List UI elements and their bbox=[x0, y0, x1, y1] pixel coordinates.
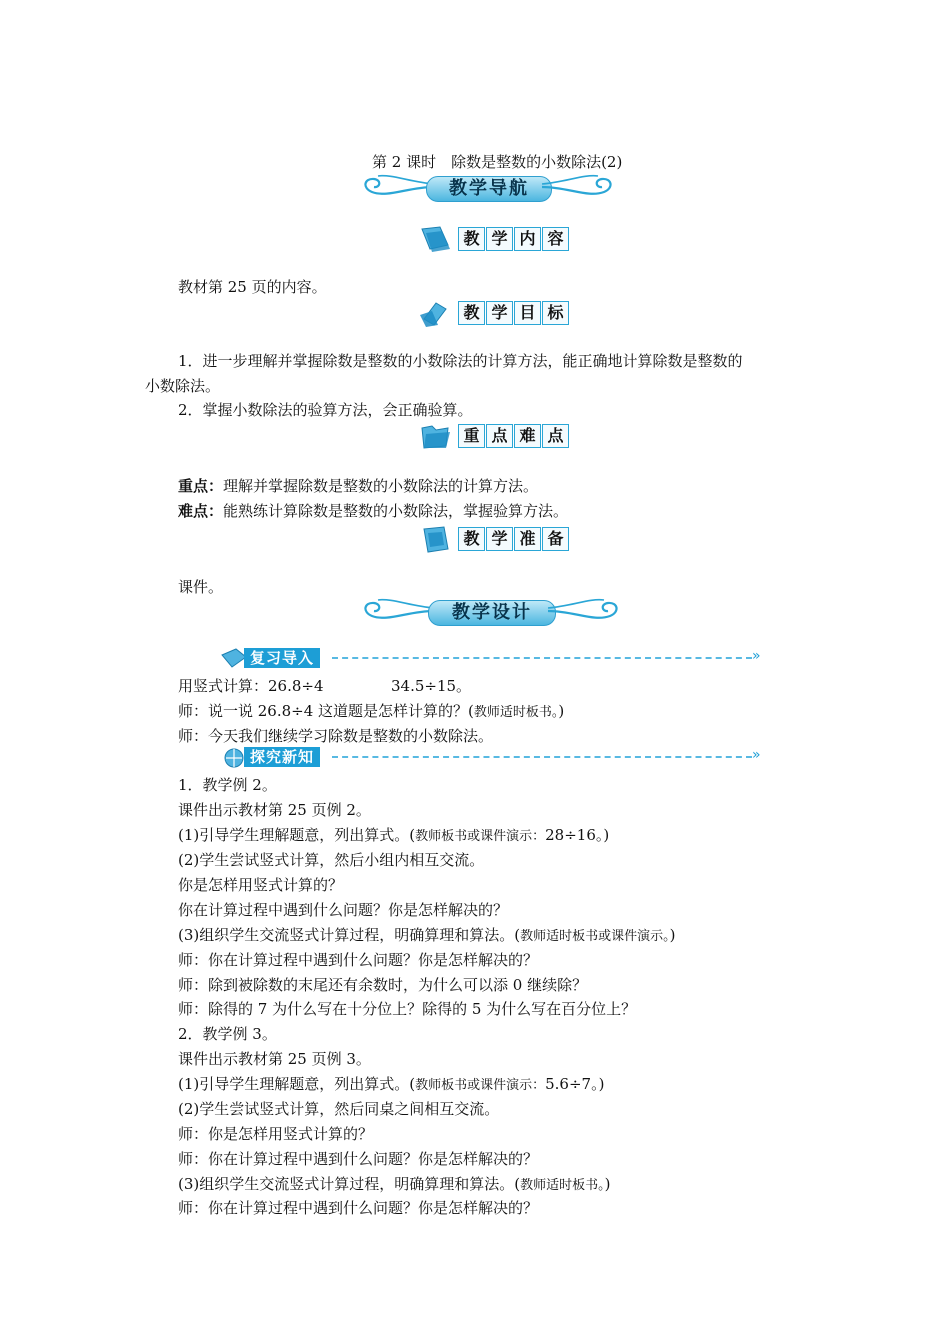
section-char: 点 bbox=[486, 424, 513, 448]
double-arrow-icon: » bbox=[752, 747, 761, 763]
section-teaching-content bbox=[418, 225, 568, 251]
explore-text: (1)引导学生理解题意，列出算式。( bbox=[178, 826, 416, 844]
review-expr-1: 用竖式计算：26.8÷4 bbox=[178, 677, 324, 695]
section-teaching-prep bbox=[418, 525, 568, 551]
key-text: 理解并掌握除数是整数的小数除法的计算方法。 bbox=[223, 477, 539, 495]
explore-line bbox=[178, 925, 675, 947]
book-icon bbox=[418, 225, 454, 253]
explore-line: 师：你在计算过程中遇到什么问题？你是怎样解决的？ bbox=[178, 1199, 539, 1217]
review-text: 师：说一说 26.8÷4 这道题是怎样计算的？( bbox=[178, 702, 474, 720]
teacher-note: 教师适时板书。 bbox=[520, 1178, 605, 1193]
notebook-icon bbox=[418, 525, 454, 553]
explore-line: 师：你在计算过程中遇到什么问题？你是怎样解决的？ bbox=[178, 951, 539, 969]
section-char: 学 bbox=[486, 301, 513, 325]
dashed-divider bbox=[332, 756, 752, 758]
explore-line: 1．教学例 2。 bbox=[178, 776, 277, 794]
folder-icon bbox=[418, 422, 454, 450]
section-char: 教 bbox=[458, 527, 485, 551]
explore-text: 5.6÷7。) bbox=[545, 1075, 605, 1093]
step-label: 探究新知 bbox=[244, 747, 320, 767]
dashed-divider bbox=[332, 657, 752, 659]
explore-text: ) bbox=[669, 926, 676, 944]
section-char: 容 bbox=[542, 227, 569, 251]
books-icon bbox=[418, 299, 454, 327]
step-review-header bbox=[220, 647, 770, 671]
step-label: 复习导入 bbox=[244, 648, 320, 668]
section-key-points bbox=[418, 422, 568, 448]
goal-1-line-1: 1．进一步理解并掌握除数是整数的小数除法的计算方法，能正确地计算除数是整数的 bbox=[178, 352, 743, 370]
banner-title: 教学导航 bbox=[426, 176, 552, 202]
step-explore-header bbox=[220, 746, 770, 770]
explore-text: ) bbox=[604, 1175, 611, 1193]
teaching-nav-banner bbox=[358, 170, 618, 204]
close-paren: ) bbox=[558, 702, 565, 720]
explore-line: 你是怎样用竖式计算的？ bbox=[178, 876, 344, 894]
section-char: 重 bbox=[458, 424, 485, 448]
key-label: 重点： bbox=[178, 477, 224, 495]
explore-line: 师：除到被除数的末尾还有余数时，为什么可以添 0 继续除？ bbox=[178, 976, 588, 994]
content-text: 教材第 25 页的内容。 bbox=[178, 278, 327, 296]
explore-line: 你在计算过程中遇到什么问题？你是怎样解决的？ bbox=[178, 901, 509, 919]
section-char: 难 bbox=[514, 424, 541, 448]
goal-1-line-2: 小数除法。 bbox=[145, 377, 221, 395]
explore-line: (2)学生尝试竖式计算，然后同桌之间相互交流。 bbox=[178, 1100, 500, 1118]
review-line-1 bbox=[178, 676, 324, 696]
explore-line bbox=[178, 825, 609, 847]
review-line-2 bbox=[178, 701, 564, 723]
review-line-3: 师：今天我们继续学习除数是整数的小数除法。 bbox=[178, 727, 494, 745]
explore-line: 师：除得的 7 为什么写在十分位上？除得的 5 为什么写在百分位上？ bbox=[178, 1000, 637, 1018]
explore-text: (3)组织学生交流竖式计算过程，明确算理和算法。( bbox=[178, 926, 521, 944]
section-char: 准 bbox=[514, 527, 541, 551]
section-char: 学 bbox=[486, 227, 513, 251]
explore-line: 课件出示教材第 25 页例 2。 bbox=[178, 801, 371, 819]
difficult-point bbox=[178, 501, 568, 521]
section-char: 备 bbox=[542, 527, 569, 551]
section-char: 教 bbox=[458, 301, 485, 325]
difficulty-text: 能熟练计算除数是整数的小数除法，掌握验算方法。 bbox=[223, 502, 569, 520]
explore-line: 师：你在计算过程中遇到什么问题？你是怎样解决的？ bbox=[178, 1150, 539, 1168]
teacher-note: 教师板书或课件演示： bbox=[415, 1078, 546, 1093]
section-char: 点 bbox=[542, 424, 569, 448]
explore-text: (1)引导学生理解题意，列出算式。( bbox=[178, 1075, 416, 1093]
swirl-left-icon bbox=[358, 594, 438, 628]
section-teaching-goals bbox=[418, 299, 568, 325]
explore-text: (3)组织学生交流竖式计算过程，明确算理和算法。( bbox=[178, 1175, 521, 1193]
key-point bbox=[178, 476, 538, 496]
prep-text: 课件。 bbox=[178, 578, 224, 596]
section-char: 内 bbox=[514, 227, 541, 251]
section-char: 学 bbox=[486, 527, 513, 551]
teacher-note: 教师适时板书。 bbox=[473, 705, 559, 720]
explore-text: 28÷16。) bbox=[545, 826, 610, 844]
explore-line: (2)学生尝试竖式计算，然后小组内相互交流。 bbox=[178, 851, 485, 869]
section-char: 目 bbox=[514, 301, 541, 325]
difficulty-label: 难点： bbox=[178, 502, 224, 520]
teaching-design-banner bbox=[358, 594, 624, 628]
explore-line: 师：你是怎样用竖式计算的？ bbox=[178, 1125, 374, 1143]
teacher-note: 教师板书或课件演示： bbox=[415, 829, 546, 844]
section-char: 教 bbox=[458, 227, 485, 251]
swirl-right-icon bbox=[544, 594, 624, 628]
explore-line bbox=[178, 1074, 604, 1096]
lesson-title: 第 2 课时 除数是整数的小数除法(2) bbox=[372, 153, 623, 171]
review-expr-2: 34.5÷15。 bbox=[391, 677, 472, 695]
explore-line: 2．教学例 3。 bbox=[178, 1025, 277, 1043]
explore-line: 课件出示教材第 25 页例 3。 bbox=[178, 1050, 371, 1068]
explore-line bbox=[178, 1174, 610, 1196]
double-arrow-icon: » bbox=[752, 648, 761, 664]
goal-2: 2．掌握小数除法的验算方法，会正确验算。 bbox=[178, 401, 473, 419]
banner-title: 教学设计 bbox=[428, 600, 556, 626]
swirl-right-icon bbox=[538, 170, 618, 204]
teacher-note: 教师适时板书或课件演示。 bbox=[520, 929, 670, 944]
section-char: 标 bbox=[542, 301, 569, 325]
